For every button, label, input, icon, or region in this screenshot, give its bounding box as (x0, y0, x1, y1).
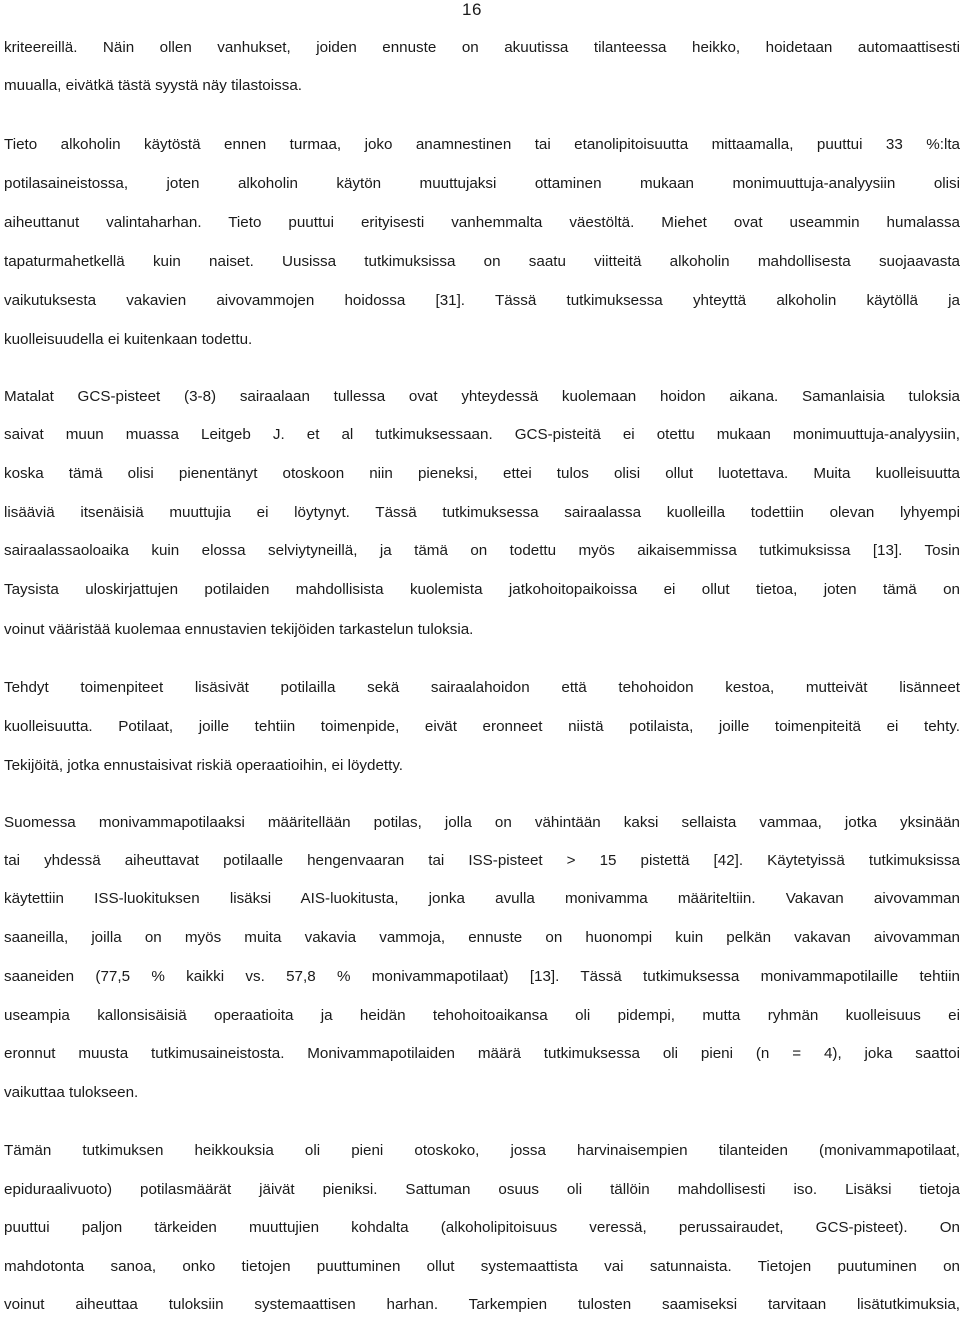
text-line: Tekijöitä, jotka ennustaisivat riskiä operaatioihin, ei löydetty. (4, 757, 404, 774)
text-line: vaikuttaa tulokseen. (4, 1084, 139, 1101)
text-line: Taysista uloskirjattujen potilaiden mahdollisista kuolemista jatkohoitopaikoissa ei ollut tietoa, joten tämä on (4, 581, 960, 598)
text-line: aiheuttanut valintaharhan. Tieto puuttui erityisesti vanhemmalta väestöltä. Miehet ovat useammin humalassa (4, 214, 960, 231)
text-line: mahdotonta sanoa, onko tietojen puuttuminen ollut systemaattista vai satunnaista. Tietojen puutuminen on (4, 1258, 960, 1275)
text-line: kriteereillä. Näin ollen vanhukset, joiden ennuste on akuutissa tilanteessa heikko, hoidetaan automaattisesti (4, 39, 960, 56)
text-line: lisääviä itsenäisiä muuttujia ei löytynyt. Tässä tutkimuksessa sairaalassa kuolleilla todettiin olevan lyhyempi (4, 504, 960, 521)
text-line: saaneiden (77,5 % kaikki vs. 57,8 % monivammapotilaat) [13]. Tässä tutkimuksessa monivammapotilaille tehtiin (4, 968, 960, 985)
text-line: Suomessa monivammapotilaaksi määritellään potilas, jolla on vähintään kaksi sellaista vammaa, jotka yksinään (4, 814, 960, 831)
text-line: eronnut muusta tutkimusaineistosta. Monivammapotilaiden määrä tutkimuksessa oli pieni (n = 4), joka saattoi (4, 1045, 960, 1062)
text-line: tapaturmahetkellä kuin naiset. Uusissa tutkimuksissa on saatu viitteitä alkoholin mahdollisesta suojaavasta (4, 253, 960, 270)
text-line: käytettiin ISS-luokituksen lisäksi AIS-luokitusta, jonka avulla monivamma määriteltiin. Vakavan aivovamman (4, 890, 960, 907)
text-line: Tämän tutkimuksen heikkouksia oli pieni otoskoko, jossa harvinaisempien tilanteiden (monivammapotilaat, (4, 1142, 960, 1159)
text-line: kuolleisuutta. Potilaat, joille tehtiin toimenpide, eivät eronneet niistä potilaista, joille toimenpiteitä ei tehty. (4, 718, 960, 735)
text-line: saivat muun muassa Leitgeb J. et al tutkimuksessaan. GCS-pisteitä ei otettu mukaan monimuuttuja-analyysiin, (4, 426, 960, 443)
text-line: kuolleisuudella ei kuitenkaan todettu. (4, 331, 253, 348)
text-line: sairaalassaoloaika kuin elossa selviytyneillä, ja tämä on todettu myös aikaisemmissa tutkimuksissa [13]. Tosin (4, 542, 960, 559)
text-line: vaikutuksesta vakavien aivovammojen hoidossa [31]. Tässä tutkimuksessa yhteyttä alkoholin käytöllä ja (4, 292, 960, 309)
text-line: tai yhdessä aiheuttavat potilaalle hengenvaaran tai ISS-pisteet > 15 pistettä [42]. Käytetyissä tutkimuksissa (4, 852, 960, 869)
text-line: Tehdyt toimenpiteet lisäsivät potilailla sekä sairaalahoidon että tehohoidon kestoa, mutteivät lisänneet (4, 679, 960, 696)
text-line: epiduraalivuoto) potilasmäärät jäivät pieniksi. Sattuman osuus oli tällöin mahdollisesti iso. Lisäksi tietoja (4, 1181, 960, 1198)
text-line: Matalat GCS-pisteet (3-8) sairaalaan tullessa ovat yhteydessä kuolemaan hoidon aikana. Samanlaisia tuloksia (4, 388, 960, 405)
text-line: puuttui paljon tärkeiden muuttujien kohdalta (alkoholipitoisuus veressä, perussairaudet, GCS-pisteet). On (4, 1219, 960, 1236)
text-line: useampia kallonsisäisiä operaatioita ja heidän tehohoitoaikansa oli pidempi, mutta ryhmän kuolleisuus ei (4, 1007, 960, 1024)
text-line: voinut aiheuttaa tuloksiin systemaattisen harhan. Tarkempien tulosten saamiseksi tarvitaan lisätutkimuksia, (4, 1296, 960, 1313)
text-line: potilasaineistossa, joten alkoholin käytön muuttujaksi ottaminen mukaan monimuuttuja-analyysiin olisi (4, 175, 960, 192)
text-line: saaneilla, joilla on myös muita vakavia vammoja, ennuste on huonompi kuin pelkän vakavan aivovamman (4, 929, 960, 946)
text-line: muualla, eivätkä tästä syystä näy tilastoissa. (4, 77, 302, 94)
text-line: koska tämä olisi pienentänyt otoskoon niin pieneksi, ettei tulos olisi ollut luotettava. Muita kuolleisuutta (4, 465, 960, 482)
text-line: Tieto alkoholin käytöstä ennen turmaa, joko anamnestinen tai etanolipitoisuutta mittaamalla, puuttui 33 %:lta (4, 136, 960, 153)
page-number: 16 (462, 0, 482, 19)
text-line: voinut vääristää kuolemaa ennustavien tekijöiden tarkastelun tuloksia. (4, 621, 474, 638)
